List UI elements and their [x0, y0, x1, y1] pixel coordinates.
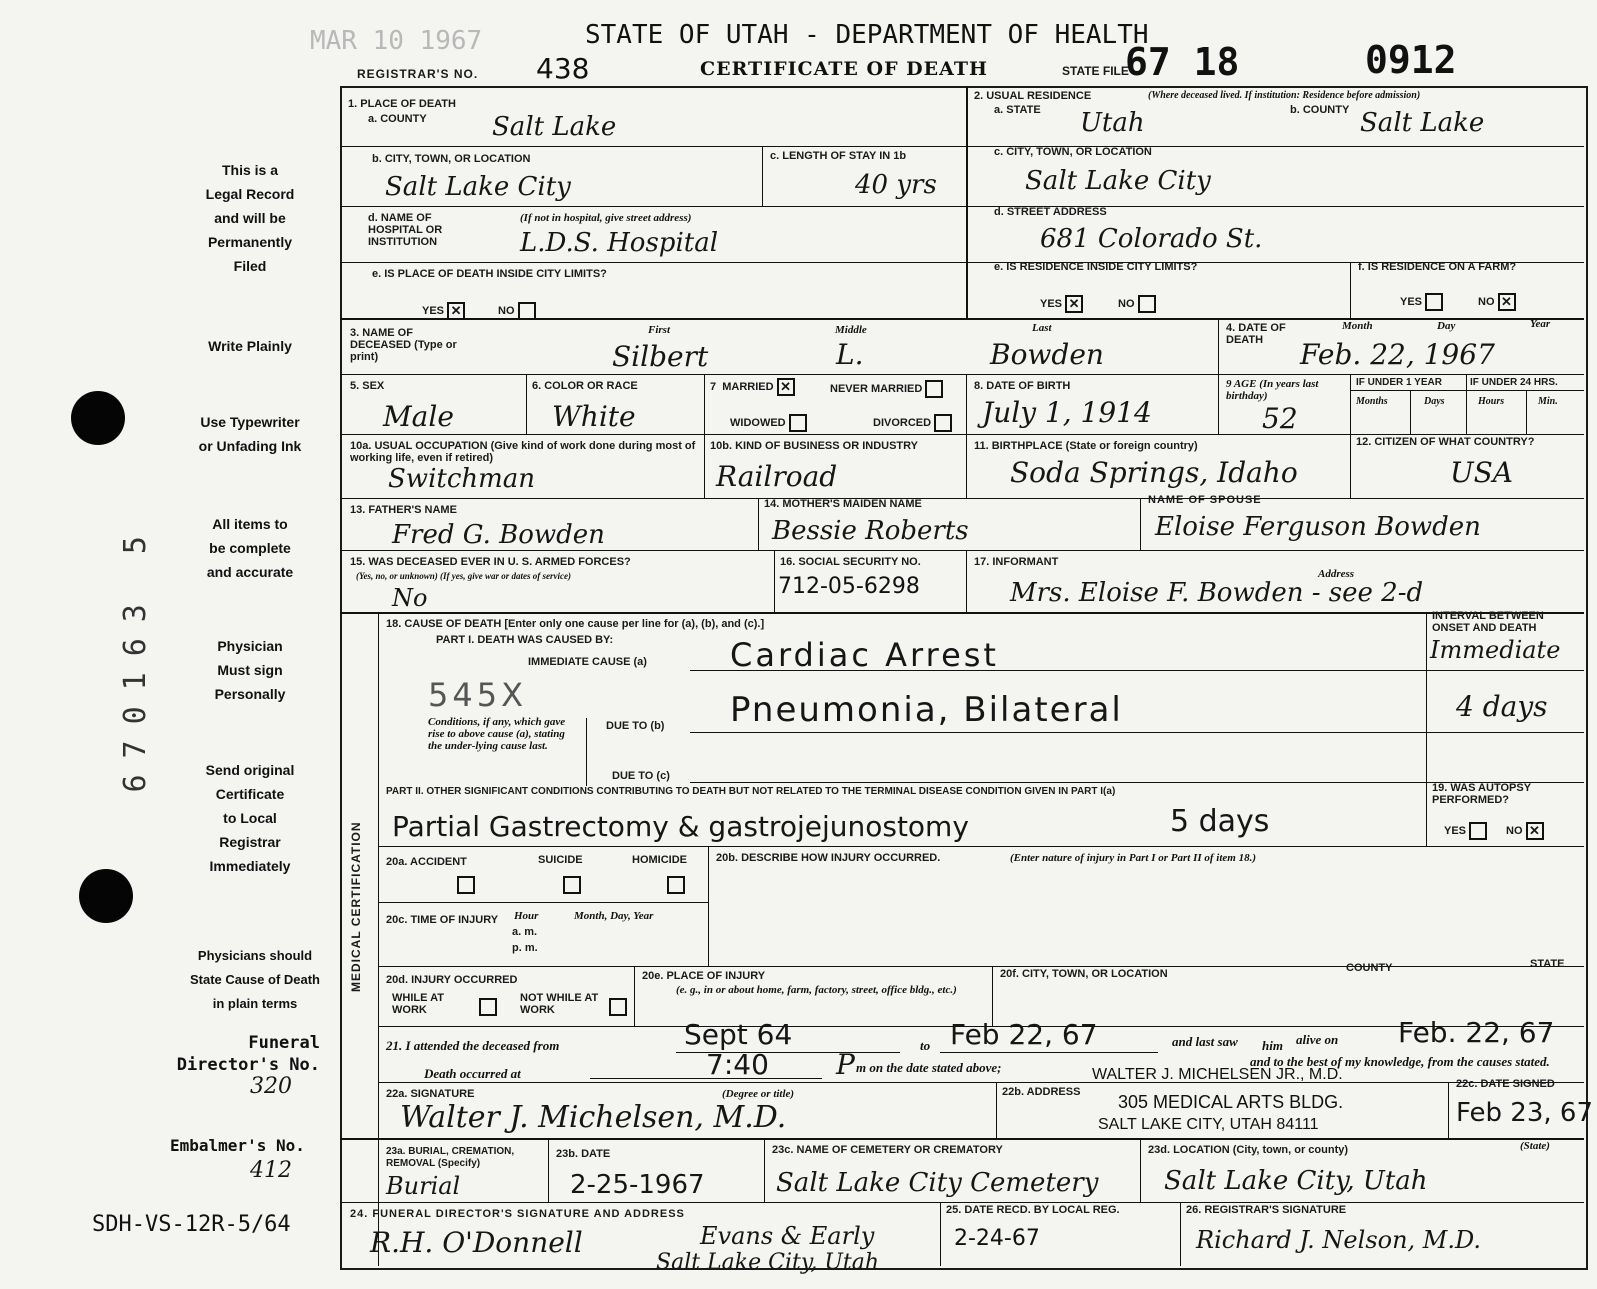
sidebar-physician-note: Physician Must sign Personally	[214, 638, 286, 702]
age-label: 9 AGE (In years last birthday)	[1226, 378, 1319, 402]
residence-label: 2. USUAL RESIDENCE	[974, 90, 1092, 102]
birth-date-label: 8. DATE OF BIRTH	[974, 380, 1071, 392]
hour-label: Hour	[514, 910, 539, 922]
father-label: 13. FATHER'S NAME	[350, 504, 457, 516]
injury-how-note: (Enter nature of injury in Part I or Part II of item 18.)	[1010, 852, 1257, 864]
burial-location-label: 23d. LOCATION (City, town, or county)	[1148, 1144, 1349, 1156]
physician-address-label: 22b. ADDRESS	[1002, 1086, 1081, 1098]
ssn-label: 16. SOCIAL SECURITY NO.	[780, 556, 921, 568]
hospital-note: (If not in hospital, give street address)	[520, 212, 692, 224]
first-label: First	[648, 324, 671, 336]
disposition-label: 23a. BURIAL, CREMATION, REMOVAL (Specify)	[386, 1146, 515, 1169]
informant-label: 17. INFORMANT	[974, 556, 1059, 568]
race: White	[552, 400, 636, 433]
interval-b: 4 days	[1456, 690, 1548, 723]
sex: Male	[383, 400, 454, 433]
part2-conditions: Partial Gastrectomy & gastrojejunostomy	[392, 810, 969, 843]
informant: Mrs. Eloise F. Bowden - see 2-d	[1010, 578, 1424, 608]
res-state: Utah	[1080, 108, 1145, 138]
name-label: 3. NAME OF DECEASED (Type or print)	[350, 327, 457, 363]
while-at-work-checkbox[interactable]	[476, 998, 497, 1016]
am-label: a. m.	[512, 926, 538, 938]
time-of-injury-label: 20c. TIME OF INJURY	[386, 914, 499, 926]
month-label: Month	[1342, 320, 1373, 332]
attended-label: 21. I attended the deceased from	[386, 1038, 560, 1053]
armed-forces-label: 15. WAS DECEASED EVER IN U. S. ARMED FORCES?	[350, 556, 631, 568]
conditions-note: Conditions, if any, which gave rise to above cause (a), stating the under-lying cause last.	[428, 716, 566, 752]
disposition: Burial	[386, 1172, 461, 1200]
due-to-c-label: DUE TO (c)	[612, 770, 670, 782]
last-name: Bowden	[990, 338, 1104, 371]
date-signed: Feb 23, 67	[1456, 1098, 1593, 1128]
injury-state-label: STATE	[1530, 958, 1565, 970]
married-option[interactable]: 7 MARRIED ✕	[710, 378, 795, 396]
mother-name: Bessie Roberts	[772, 516, 969, 546]
pod-county: Salt Lake	[492, 112, 617, 142]
checkbox-checked[interactable]: ✕	[777, 378, 795, 396]
res-county: Salt Lake	[1360, 108, 1485, 138]
burial-state-note: (State)	[1520, 1140, 1550, 1152]
knowledge-label: and to the best of my knowledge, from the causes stated.	[1250, 1054, 1550, 1069]
death-occurred-at-label: Death occurred at	[424, 1066, 521, 1081]
date-received: 2-24-67	[954, 1226, 1040, 1251]
suicide-label: SUICIDE	[538, 854, 583, 866]
pod-inside-limits-label: e. IS PLACE OF DEATH INSIDE CITY LIMITS?	[372, 268, 607, 280]
checkbox[interactable]	[789, 414, 807, 432]
race-label: 6. COLOR OR RACE	[532, 380, 638, 392]
embalmer-no-label: Embalmer's No.	[170, 1136, 305, 1155]
due-to-b-label: DUE TO (b)	[606, 720, 665, 732]
min-label: Min.	[1538, 396, 1558, 407]
year-label: Year	[1530, 318, 1551, 330]
business: Railroad	[716, 460, 838, 493]
mother-label: 14. MOTHER'S MAIDEN NAME	[764, 498, 922, 510]
sidebar-write-plainly: Write Plainly	[208, 338, 292, 354]
checkbox[interactable]	[1425, 293, 1443, 311]
embalmer-no: 412	[250, 1158, 292, 1183]
form-header-title: STATE OF UTAH - DEPARTMENT OF HEALTH	[585, 20, 1149, 50]
not-while-at-work-label: NOT WHILE AT WORK	[520, 992, 599, 1016]
part1-label: PART I. DEATH WAS CAUSED BY:	[436, 634, 614, 646]
never-married-option[interactable]: NEVER MARRIED	[830, 380, 943, 398]
sidebar-send-note: Send original Certificate to Local Registrar Immediately	[205, 762, 295, 874]
widowed-option[interactable]: WIDOWED	[730, 414, 807, 432]
hospital-label: d. NAME OF HOSPITAL OR INSTITUTION	[368, 212, 443, 248]
funeral-home-city: Salt Lake City, Utah	[656, 1250, 879, 1275]
alive-on-label: alive on	[1296, 1032, 1339, 1047]
sex-label: 5. SEX	[350, 380, 385, 392]
hours-label: Hours	[1478, 396, 1505, 407]
autopsy-yes[interactable]: YES	[1444, 822, 1487, 840]
burial-location: Salt Lake City, Utah	[1164, 1166, 1428, 1196]
cause-code: 545X	[428, 676, 527, 714]
not-while-at-work-checkbox[interactable]	[606, 998, 627, 1016]
occupation: Switchman	[388, 464, 536, 494]
checkbox[interactable]	[934, 414, 952, 432]
age: 52	[1262, 402, 1298, 435]
autopsy-label: 19. WAS AUTOPSY PERFORMED?	[1432, 782, 1531, 806]
suicide-checkbox[interactable]	[560, 876, 581, 894]
last-saw-label: and last saw	[1172, 1034, 1238, 1049]
residence-note: (Where deceased lived. If institution: Residence before admission)	[1148, 90, 1421, 101]
checkbox-checked[interactable]: ✕	[1498, 293, 1516, 311]
mdy-label: Month, Day, Year	[574, 910, 654, 922]
registrar-signature: Richard J. Nelson, M.D.	[1196, 1226, 1482, 1254]
sidebar-legal-note: This is a Legal Record and will be Permanently Filed	[205, 162, 295, 274]
place-injury-note: (e. g., in or about home, farm, factory, street, office bldg., etc.)	[676, 984, 957, 996]
checkbox[interactable]	[1138, 295, 1156, 313]
date-of-death-label: 4. DATE OF DEATH	[1226, 322, 1286, 346]
checkbox[interactable]	[1469, 822, 1487, 840]
funeral-director-no-label: Funeral Director's No.	[176, 1033, 320, 1075]
first-name: Silbert	[612, 340, 709, 373]
attended-from: Sept 64	[684, 1018, 793, 1051]
him-label: him	[1262, 1038, 1283, 1053]
res-inside-limits-label: e. IS RESIDENCE INSIDE CITY LIMITS?	[994, 261, 1198, 273]
physician-signature: Walter J. Michelsen, M.D.	[400, 1100, 787, 1135]
certificate-title: CERTIFICATE OF DEATH	[700, 58, 988, 80]
cemetery-label: 23c. NAME OF CEMETERY OR CREMATORY	[772, 1144, 1003, 1156]
res-inside-limits-no[interactable]: NO	[1118, 295, 1156, 313]
form-id: SDH-VS-12R-5/64	[92, 1212, 291, 1237]
date-received-label: 25. DATE RECD. BY LOCAL REG.	[946, 1204, 1120, 1216]
received-stamp: MAR 10 1967	[310, 26, 483, 56]
state-file-no-b: 0912	[1365, 38, 1457, 82]
injury-occurred-label: 20d. INJURY OCCURRED	[386, 974, 518, 986]
middle-label: Middle	[835, 324, 867, 336]
date-of-death: Feb. 22, 1967	[1300, 338, 1495, 371]
pod-inside-limits-yes[interactable]: YES ✕	[422, 302, 465, 320]
attended-to: Feb 22, 67	[950, 1018, 1098, 1051]
res-farm-no[interactable]: NO ✕	[1478, 293, 1516, 311]
accident-checkbox[interactable]	[454, 876, 475, 894]
state-file-no-a: 67 18	[1125, 40, 1240, 84]
res-street: 681 Colorado St.	[1040, 224, 1263, 254]
res-farm-label: f. IS RESIDENCE ON A FARM?	[1358, 261, 1517, 273]
length-of-stay-label: c. LENGTH OF STAY IN 1b	[770, 150, 907, 162]
injury-county-label: COUNTY	[1346, 962, 1393, 974]
accident-label: 20a. ACCIDENT	[386, 856, 467, 868]
res-city-label: c. CITY, TOWN, OR LOCATION	[994, 146, 1152, 158]
checkbox-checked[interactable]: ✕	[1526, 822, 1544, 840]
interval-a: Immediate	[1430, 636, 1561, 664]
funeral-director-signature: R.H. O'Donnell	[370, 1226, 583, 1259]
cause-of-death-label: 18. CAUSE OF DEATH [Enter only one cause per line for (a), (b), and (c).]	[386, 618, 765, 630]
birth-date: July 1, 1914	[982, 396, 1152, 429]
medical-certification-label: MEDICAL CERTIFICATION	[349, 821, 363, 992]
res-street-label: d. STREET ADDRESS	[994, 206, 1107, 218]
sidebar-complete-note: All items to be complete and accurate	[206, 516, 294, 580]
sidebar-physicians-state-note: Physicians should State Cause of Death in plain terms	[189, 948, 321, 1011]
res-farm-yes[interactable]: YES	[1400, 293, 1443, 311]
res-county-label: b. COUNTY	[1290, 104, 1350, 116]
informant-address-label: Address	[1318, 568, 1355, 580]
checkbox[interactable]	[518, 302, 536, 320]
armed-forces-note: (Yes, no, or unknown) (If yes, give war or dates of service)	[356, 571, 571, 581]
time-of-death: 7:40	[706, 1048, 769, 1081]
birthplace-label: 11. BIRTHPLACE (State or foreign country)	[974, 440, 1198, 452]
punch-hole	[79, 869, 133, 923]
date-signed-label: 22c. DATE SIGNED	[1456, 1078, 1555, 1090]
address-line-1: 305 MEDICAL ARTS BLDG.	[1118, 1092, 1344, 1112]
pod-city-label: b. CITY, TOWN, OR LOCATION	[372, 153, 531, 165]
immediate-cause: Cardiac Arrest	[730, 636, 999, 674]
father-name: Fred G. Bowden	[392, 520, 605, 550]
under-24-hrs-label: IF UNDER 24 HRS.	[1470, 377, 1558, 388]
serial-number: 670163 5	[118, 520, 153, 793]
immediate-cause-label: IMMEDIATE CAUSE (a)	[528, 656, 647, 668]
citizenship: USA	[1450, 456, 1513, 489]
pod-county-label: a. COUNTY	[368, 113, 427, 125]
length-of-stay: 40 yrs	[855, 170, 937, 200]
interval-label: INTERVAL BETWEEN ONSET AND DEATH	[1432, 610, 1544, 634]
time-of-death-pm: P	[836, 1048, 855, 1081]
day-label: Day	[1437, 320, 1456, 332]
birthplace: Soda Springs, Idaho	[1010, 456, 1298, 489]
injury-city-label: 20f. CITY, TOWN, OR LOCATION	[1000, 968, 1168, 980]
registrar-no: 438	[536, 52, 590, 85]
homicide-label: HOMICIDE	[632, 854, 687, 866]
citizen-label: 12. CITIZEN OF WHAT COUNTRY?	[1356, 436, 1535, 448]
checkbox-checked[interactable]: ✕	[447, 302, 465, 320]
divorced-option[interactable]: DIVORCED	[873, 414, 952, 432]
last-label: Last	[1032, 322, 1052, 334]
burial-date-label: 23b. DATE	[556, 1148, 611, 1160]
injury-how-label: 20b. DESCRIBE HOW INJURY OCCURRED.	[716, 852, 941, 864]
due-to-b: Pneumonia, Bilateral	[730, 690, 1123, 730]
ssn: 712-05-6298	[778, 574, 920, 599]
days-label: Days	[1424, 396, 1445, 407]
funeral-director-signature-label: 24. FUNERAL DIRECTOR'S SIGNATURE AND ADDRESS	[350, 1208, 685, 1220]
hospital-name: L.D.S. Hospital	[520, 228, 719, 258]
checkbox[interactable]	[925, 380, 943, 398]
state-file-label: STATE FILE	[1062, 64, 1129, 78]
while-at-work-label: WHILE AT WORK	[392, 992, 444, 1016]
pod-inside-limits-no[interactable]: NO	[498, 302, 536, 320]
pm-label: p. m.	[512, 942, 538, 954]
part2-interval: 5 days	[1170, 804, 1270, 839]
funeral-home: Evans & Early	[700, 1222, 875, 1250]
occupation-label: 10a. USUAL OCCUPATION (Give kind of work done during most of working life, even if retired)	[350, 440, 696, 464]
funeral-director-no: 320	[250, 1074, 292, 1099]
doctor-name-stamp: WALTER J. MICHELSEN JR., M.D.	[1092, 1066, 1343, 1083]
sidebar-typewriter-note: Use Typewriter or Unfading Ink	[198, 414, 302, 454]
pod-city: Salt Lake City	[385, 172, 571, 202]
stated-above-label: m on the date stated above;	[856, 1060, 1002, 1075]
months-label: Months	[1356, 396, 1388, 407]
to-label: to	[920, 1038, 931, 1053]
res-state-label: a. STATE	[994, 104, 1041, 116]
res-city: Salt Lake City	[1025, 166, 1211, 196]
business-label: 10b. KIND OF BUSINESS OR INDUSTRY	[710, 440, 919, 452]
punch-hole	[71, 391, 125, 445]
middle-name: L.	[836, 338, 864, 371]
place-of-death-label: 1. PLACE OF DEATH	[348, 98, 456, 110]
address-line-2: SALT LAKE CITY, UTAH 84111	[1098, 1116, 1319, 1133]
checkbox-checked[interactable]: ✕	[1065, 295, 1083, 313]
res-inside-limits-yes[interactable]: YES ✕	[1040, 295, 1083, 313]
burial-date: 2-25-1967	[570, 1170, 705, 1200]
registrar-no-label: REGISTRAR'S NO.	[357, 67, 479, 81]
under-1-year-label: IF UNDER 1 YEAR	[1356, 377, 1442, 388]
registrar-signature-label: 26. REGISTRAR'S SIGNATURE	[1186, 1204, 1347, 1216]
cemetery: Salt Lake City Cemetery	[776, 1168, 1099, 1198]
spouse-name: Eloise Ferguson Bowden	[1155, 512, 1481, 542]
armed-forces: No	[392, 584, 428, 612]
spouse-label: NAME OF SPOUSE	[1148, 494, 1262, 506]
homicide-checkbox[interactable]	[664, 876, 685, 894]
degree-label: (Degree or title)	[722, 1088, 795, 1100]
alive-on-date: Feb. 22, 67	[1398, 1016, 1555, 1049]
autopsy-no[interactable]: NO ✕	[1506, 822, 1544, 840]
physician-signature-label: 22a. SIGNATURE	[386, 1088, 475, 1100]
part2-label: PART II. OTHER SIGNIFICANT CONDITIONS CONTRIBUTING TO DEATH BUT NOT RELATED TO THE TERMINAL DISEASE CONDITION GIVEN IN PART I(a)	[386, 786, 1116, 797]
place-injury-label: 20e. PLACE OF INJURY	[642, 970, 766, 982]
